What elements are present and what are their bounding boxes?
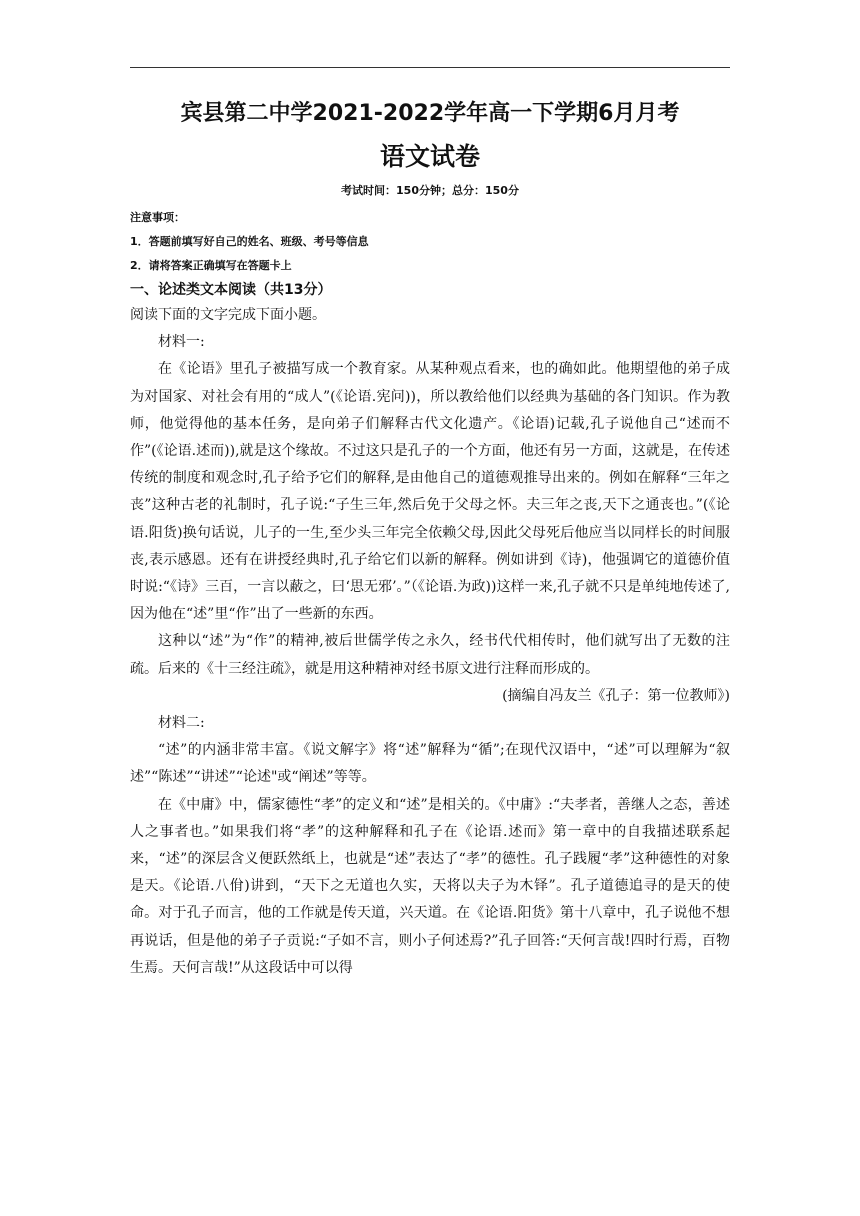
notes-heading: 注意事项： xyxy=(130,211,185,224)
exam-title: 宾县第二中学2021-2022学年高一下学期6月月考 xyxy=(180,101,680,126)
material2-paragraph-2: 在《中庸》中，儒家德性“孝”的定义和“述”是相关的。《中庸》:“夫孝者，善继人之态，善述人之事者也。”如果我们将“孝”的这种解释和孔子在《论语.述而》第一章中的自我描述联系起来，“述”的深层含义便跃然纸上，也就是“述”表达了“孝”的德性。孔子践履“孝”这种德性的对象是天。《论语.八佾)讲到，“天下之无道也久实，天将以夫子为木铎”。孔子道德追寻的是天的使命。对于孔子而言，他的工作就是传天道，兴天道。在《论语.阳货》第十八章中，孔子说他不想再说话，但是他的弟子子贡说:“子如不言，则小子何述焉?”孔子回答:“天何言哉!四时行焉，百物生焉。天何言哉!”从这段话中可以得 xyxy=(130,796,730,976)
material1-source: (摘编自冯友兰《孔子：第一位教师》) xyxy=(502,687,730,704)
material1-label: 材料一: xyxy=(158,334,205,351)
reading-text xyxy=(130,302,730,982)
instruction: 阅读下面的文字完成下面小题。 xyxy=(130,307,326,323)
note-item-2: 2．请将答案正确填写在答题卡上 xyxy=(130,259,292,272)
note-item-1: 1．答题前填写好自己的姓名、班级、考号等信息 xyxy=(130,235,369,248)
material1-paragraph-2: 这种以“述”为“作”的精神,被后世儒学传之永久，经书代代相传时，他们就写出了无数的注疏。后来的《十三经注疏》，就是用这种精神对经书原文进行注释而形成的。 xyxy=(130,633,730,677)
exam-info: 考试时间：150分钟；总分：150分 xyxy=(341,184,519,197)
exam-page xyxy=(130,98,730,982)
material1-paragraph-1: 在《论语》里孔子被描写成一个教育家。从某种观点看来，也的确如此。他期望他的弟子成为对国家、对社会有用的“成人”(《论语.宪问))，所以教给他们以经典为基础的各门知识。作为教师，他觉得他的基本任务，是向弟子们解释古代文化遗产。《论语)记载,孔子说他自己“述而不作”(《论语.述而)),就是这个缘故。不过这只是孔子的一个方面，他还有另一方面，这就是，在传述传统的制度和观念时,孔子给予它们的解释,是由他自己的道德观推导出来的。例如在解释“三年之丧”这种古老的礼制时，孔子说:“子生三年,然后免于父母之怀。夫三年之丧,天下之通丧也。”(《论语.阳货)换句话说，儿子的一生,至少头三年完全依赖父母,因此父母死后他应当以同样长的时间服丧,表示感恩。还有在讲授经典时,孔子给它们以新的解释。例如讲到《诗)，他强调它的道德价值时说:“《诗》三百，一言以蔽之，曰‘思无邪’。”（《论语.为政))这样一来,孔子就不只是单纯地传述了,因为他在“述”里“作”出了一些新的东西。 xyxy=(130,361,730,623)
material2-label: 材料二: xyxy=(158,715,205,732)
exam-subtitle: 语文试卷 xyxy=(379,142,480,171)
section-heading: 一、论述类文本阅读（共13分） xyxy=(130,282,332,298)
header-rule xyxy=(130,67,730,68)
material2-paragraph-1: “述”的内涵非常丰富。《说文解字》将“述”解释为“循”;在现代汉语中，“述”可以理解为“叙述”“陈述”“讲述”“论述"或“阐述”等等。 xyxy=(130,742,730,786)
